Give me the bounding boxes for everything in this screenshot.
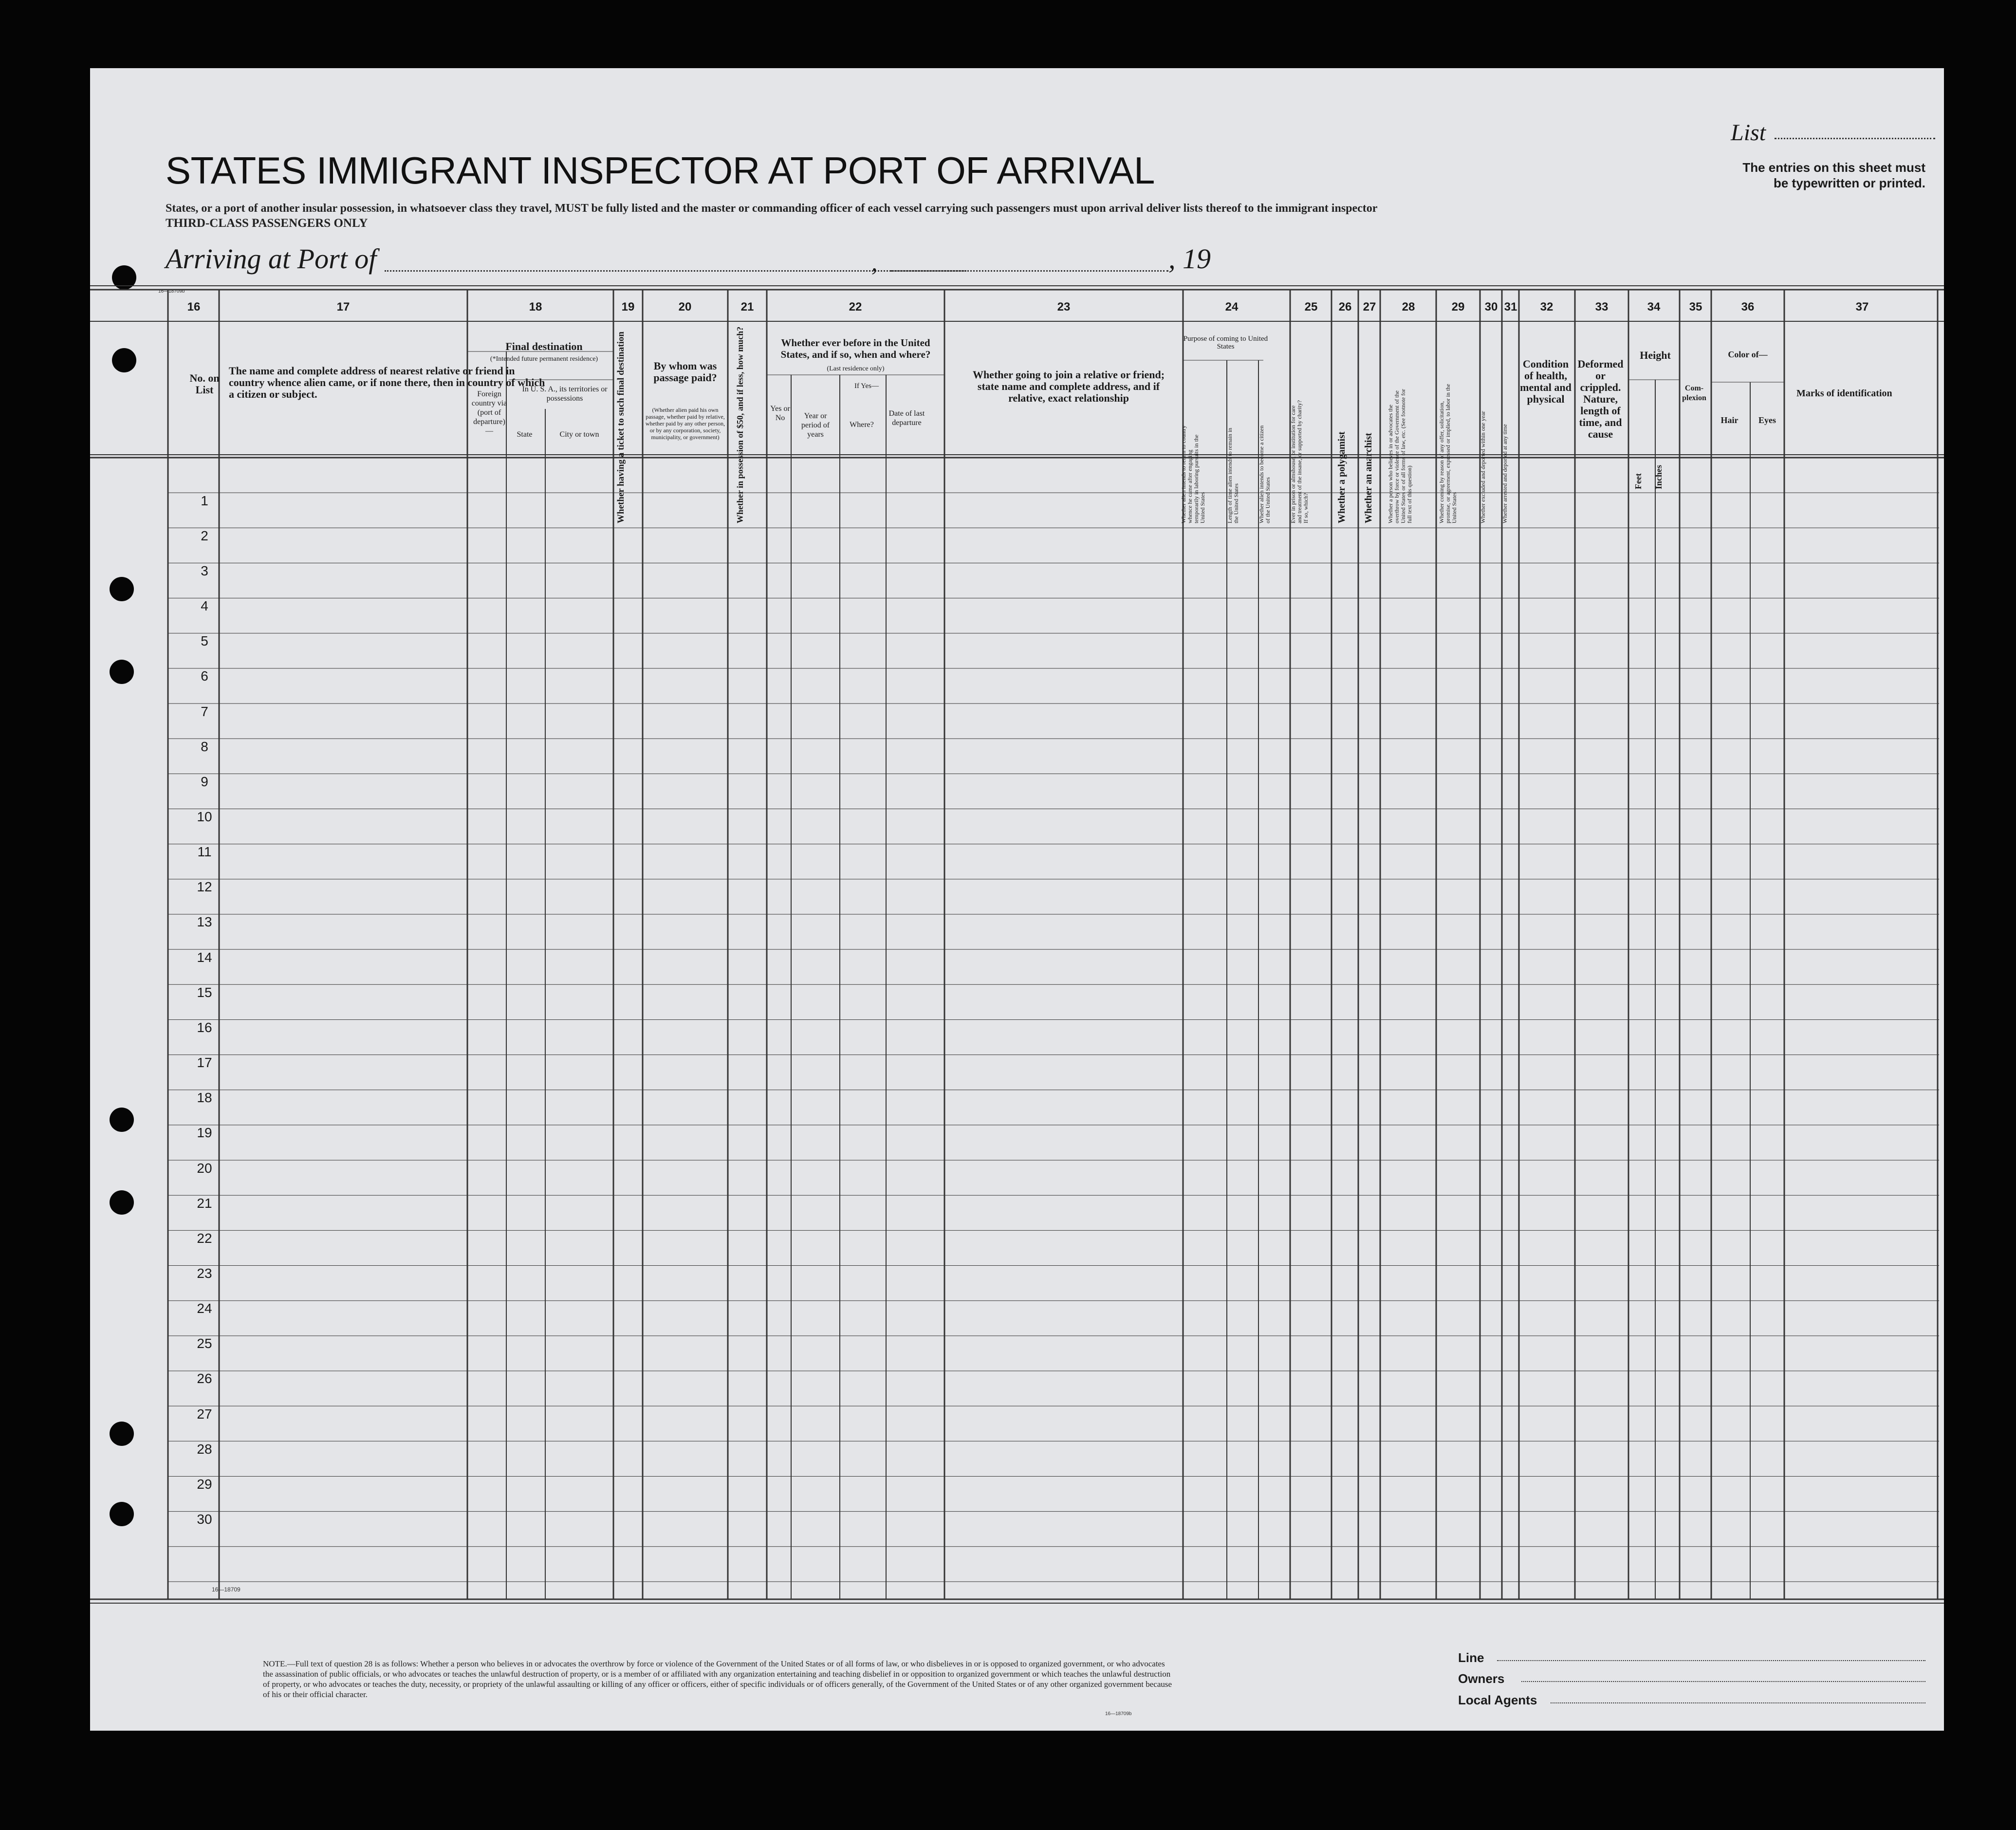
entries-note-line2: be typewritten or printed. (1773, 176, 1925, 190)
local-agents-label: Local Agents (1458, 1693, 1537, 1707)
row-number-16: 16 (197, 1019, 212, 1035)
local-agents-blank[interactable] (1551, 1702, 1925, 1703)
header-hair: Hair (1720, 415, 1739, 425)
row-number-20: 20 (197, 1160, 212, 1176)
header-where: Where? (850, 421, 874, 429)
row-number-12: 12 (197, 879, 212, 895)
column-number-19: 19 (621, 300, 635, 314)
header-purpose: Purpose of coming to United States (1183, 335, 1268, 351)
row-number-25: 25 (197, 1336, 212, 1351)
header-anarchist: Whether an anarchist (1363, 433, 1374, 523)
line-label: Line (1458, 1650, 1484, 1665)
column-number-31: 31 (1504, 300, 1517, 314)
row-number-5: 5 (201, 633, 208, 649)
column-number-33: 33 (1595, 300, 1609, 314)
row-number-8: 8 (201, 739, 208, 754)
column-number-29: 29 (1451, 300, 1465, 314)
row-number-9: 9 (201, 774, 208, 789)
row-number-22: 22 (197, 1230, 212, 1246)
header-color-of: Color of— (1728, 350, 1768, 359)
list-label: List (1731, 120, 1766, 146)
column-number-25: 25 (1304, 300, 1318, 314)
row-number-24: 24 (197, 1301, 212, 1316)
entries-note-line1: The entries on this sheet must (1742, 160, 1925, 175)
header-fifty-dollars: Whether in possession of $50, and if less, how much? (735, 326, 745, 523)
owners-blank[interactable] (1521, 1681, 1925, 1682)
row-number-2: 2 (201, 528, 208, 543)
header-in-usa: In U. S. A., its territories or possessions (522, 385, 608, 403)
header-question-28: Whether a person who believes in or advocates the overthrow by force or violence of the Government of the United States or of all forms of law, etc. (See footnote for full text of this question) (1387, 388, 1413, 523)
row-number-6: 6 (201, 668, 208, 684)
row-number-21: 21 (197, 1195, 212, 1211)
footnote-question-28: NOTE.—Full text of question 28 is as follows: Whether a person who believes in or advocates the overthrow by force or violence of the Government of the United States or of all forms of law, or who disbelieves in or is opposed to organized government, or who advocates the assassination of public officials, or who advocates or teaches the unlawful destruction of property, or is a member of or affiliated with any organization entertaining and teaching disbelief in or opposition to organized government or which teaches the unlawful destruction of property, or who advocates or teaches the duty, necessity, or propriety of the unlawful assaulting or killing of any officer or officers, either of specific individuals or of officers generally, of the Government of the United States or of any other organized government because of his or their official character. (263, 1659, 1172, 1699)
column-number-26: 26 (1338, 300, 1352, 314)
header-polygamist: Whether a polygamist (1336, 431, 1347, 523)
row-number-11: 11 (197, 844, 212, 860)
column-number-24: 24 (1225, 300, 1239, 314)
column-number-37: 37 (1855, 300, 1869, 314)
column-number-34: 34 (1647, 300, 1661, 314)
column-number-21: 21 (740, 300, 754, 314)
header-complexion: Com-plexion (1682, 384, 1706, 402)
row-number-28: 28 (197, 1441, 212, 1457)
column-number-20: 20 (678, 300, 692, 314)
header-deformed: Deformed or crippled. Nature, length of time, and cause (1577, 358, 1624, 440)
header-yes-or-no: Yes or No (770, 405, 790, 422)
row-number-4: 4 (201, 598, 208, 614)
column-number-27: 27 (1363, 300, 1376, 314)
owners-label: Owners (1458, 1671, 1505, 1686)
subtitle-line2: THIRD-CLASS PASSENGERS ONLY (166, 217, 368, 230)
header-passage-paid: By whom was passage paid? (653, 360, 717, 384)
manifest-sheet (90, 68, 1944, 1731)
row-number-29: 29 (197, 1476, 212, 1492)
column-number-22: 22 (849, 300, 862, 314)
column-number-35: 35 (1689, 300, 1702, 314)
form-number-bottom: 16—18709 (212, 1586, 240, 1593)
header-before-in-us-sub: (Last residence only) (827, 365, 885, 372)
row-number-18: 18 (197, 1090, 212, 1106)
header-excluded-deported: Whether excluded and deported within one year (1480, 411, 1486, 523)
header-city: City or town (559, 430, 599, 439)
header-no-on-list: No. on List (189, 372, 220, 396)
header-foreign-country: Foreign country via (port of departure)— (471, 390, 507, 435)
header-final-destination-sub: (*Intended future permanent residence) (490, 355, 598, 363)
header-offer-labor: Whether coming by reason of any offer, solicitation, promise, or agreement, expressed or implied, to labor in the United States (1438, 384, 1458, 523)
header-date-departure: Date of last departure (888, 409, 925, 427)
column-number-16: 16 (187, 300, 201, 314)
header-years: Year or period of years (801, 412, 830, 439)
column-number-36: 36 (1741, 300, 1755, 314)
header-nearest-relative: The name and complete address of nearest relative or friend in country whence alien came, or if none there, then in country of which a citizen or subject. (229, 365, 545, 400)
header-passage-paid-sub: (Whether alien paid his own passage, whether paid by relative, whether paid by any other person, or by any corporation, society, municipality, or government) (645, 407, 725, 441)
row-number-1: 1 (201, 493, 208, 508)
column-number-30: 30 (1484, 300, 1498, 314)
header-arrested-deported: Whether arrested and deported at any time (1501, 424, 1508, 523)
column-number-18: 18 (529, 300, 542, 314)
header-length-of-stay: Length of time alien intends to remain in the United States (1226, 427, 1239, 523)
form-number-top: 16—18709b (158, 289, 185, 294)
row-number-19: 19 (197, 1125, 212, 1141)
column-number-17: 17 (336, 300, 350, 314)
header-marks: Marks of identification (1796, 388, 1892, 399)
header-feet: Feet (1633, 473, 1643, 489)
header-state: State (517, 430, 533, 439)
header-ticket: Whether having a ticket to such final destination (616, 332, 626, 523)
column-number-23: 23 (1057, 300, 1071, 314)
header-eyes: Eyes (1758, 415, 1776, 425)
header-inches: Inches (1654, 464, 1664, 489)
row-number-30: 30 (197, 1512, 212, 1527)
row-number-27: 27 (197, 1406, 212, 1422)
subtitle-line1: States, or a port of another insular possession, in whatsoever class they travel, MUST be fully listed and the master or commanding officer of each vessel carrying such passengers must upon arrival deliver lists thereof to the immigrant inspector (166, 202, 1378, 215)
comma: , (871, 249, 878, 276)
header-before-in-us: Whether ever before in the United States, and if so, when and where? (780, 337, 931, 360)
form-title: STATES IMMIGRANT INSPECTOR AT PORT OF ARRIVAL (166, 149, 1155, 192)
row-number-13: 13 (197, 914, 212, 930)
table-grid (90, 68, 1944, 1731)
year-prefix: , 19 (1168, 243, 1211, 275)
row-number-26: 26 (197, 1371, 212, 1386)
header-intends-citizen: Whether alien intends to become a citizen of the United States (1258, 425, 1271, 523)
header-prison-almshouse: Ever in prison or almshouse, or institution for care and treatment of the insane, or supported by charity? If so, which? (1290, 400, 1309, 523)
header-health: Condition of health, mental and physical (1520, 358, 1572, 405)
port-label: Arriving at Port of (166, 243, 377, 275)
header-final-destination: Final destination (505, 340, 583, 352)
line-blank[interactable] (1497, 1660, 1925, 1661)
row-number-10: 10 (197, 809, 212, 824)
header-if-yes: If Yes— (854, 382, 879, 390)
row-number-3: 3 (201, 563, 208, 578)
row-number-7: 7 (201, 703, 208, 719)
row-number-23: 23 (197, 1265, 212, 1281)
header-height: Height (1640, 349, 1671, 361)
row-number-14: 14 (197, 949, 212, 965)
row-number-17: 17 (197, 1055, 212, 1071)
note-form-number: 16—18709b (1105, 1711, 1132, 1717)
column-number-32: 32 (1540, 300, 1554, 314)
row-number-15: 15 (197, 984, 212, 1000)
header-join-relative: Whether going to join a relative or friend; state name and complete address, and if relative, exact relationship (972, 369, 1165, 404)
column-number-28: 28 (1402, 300, 1415, 314)
header-intends-return: Whether alien intends to return to country whence he came after engaging temporarily in laboring pursuits in the United States (1180, 425, 1206, 523)
